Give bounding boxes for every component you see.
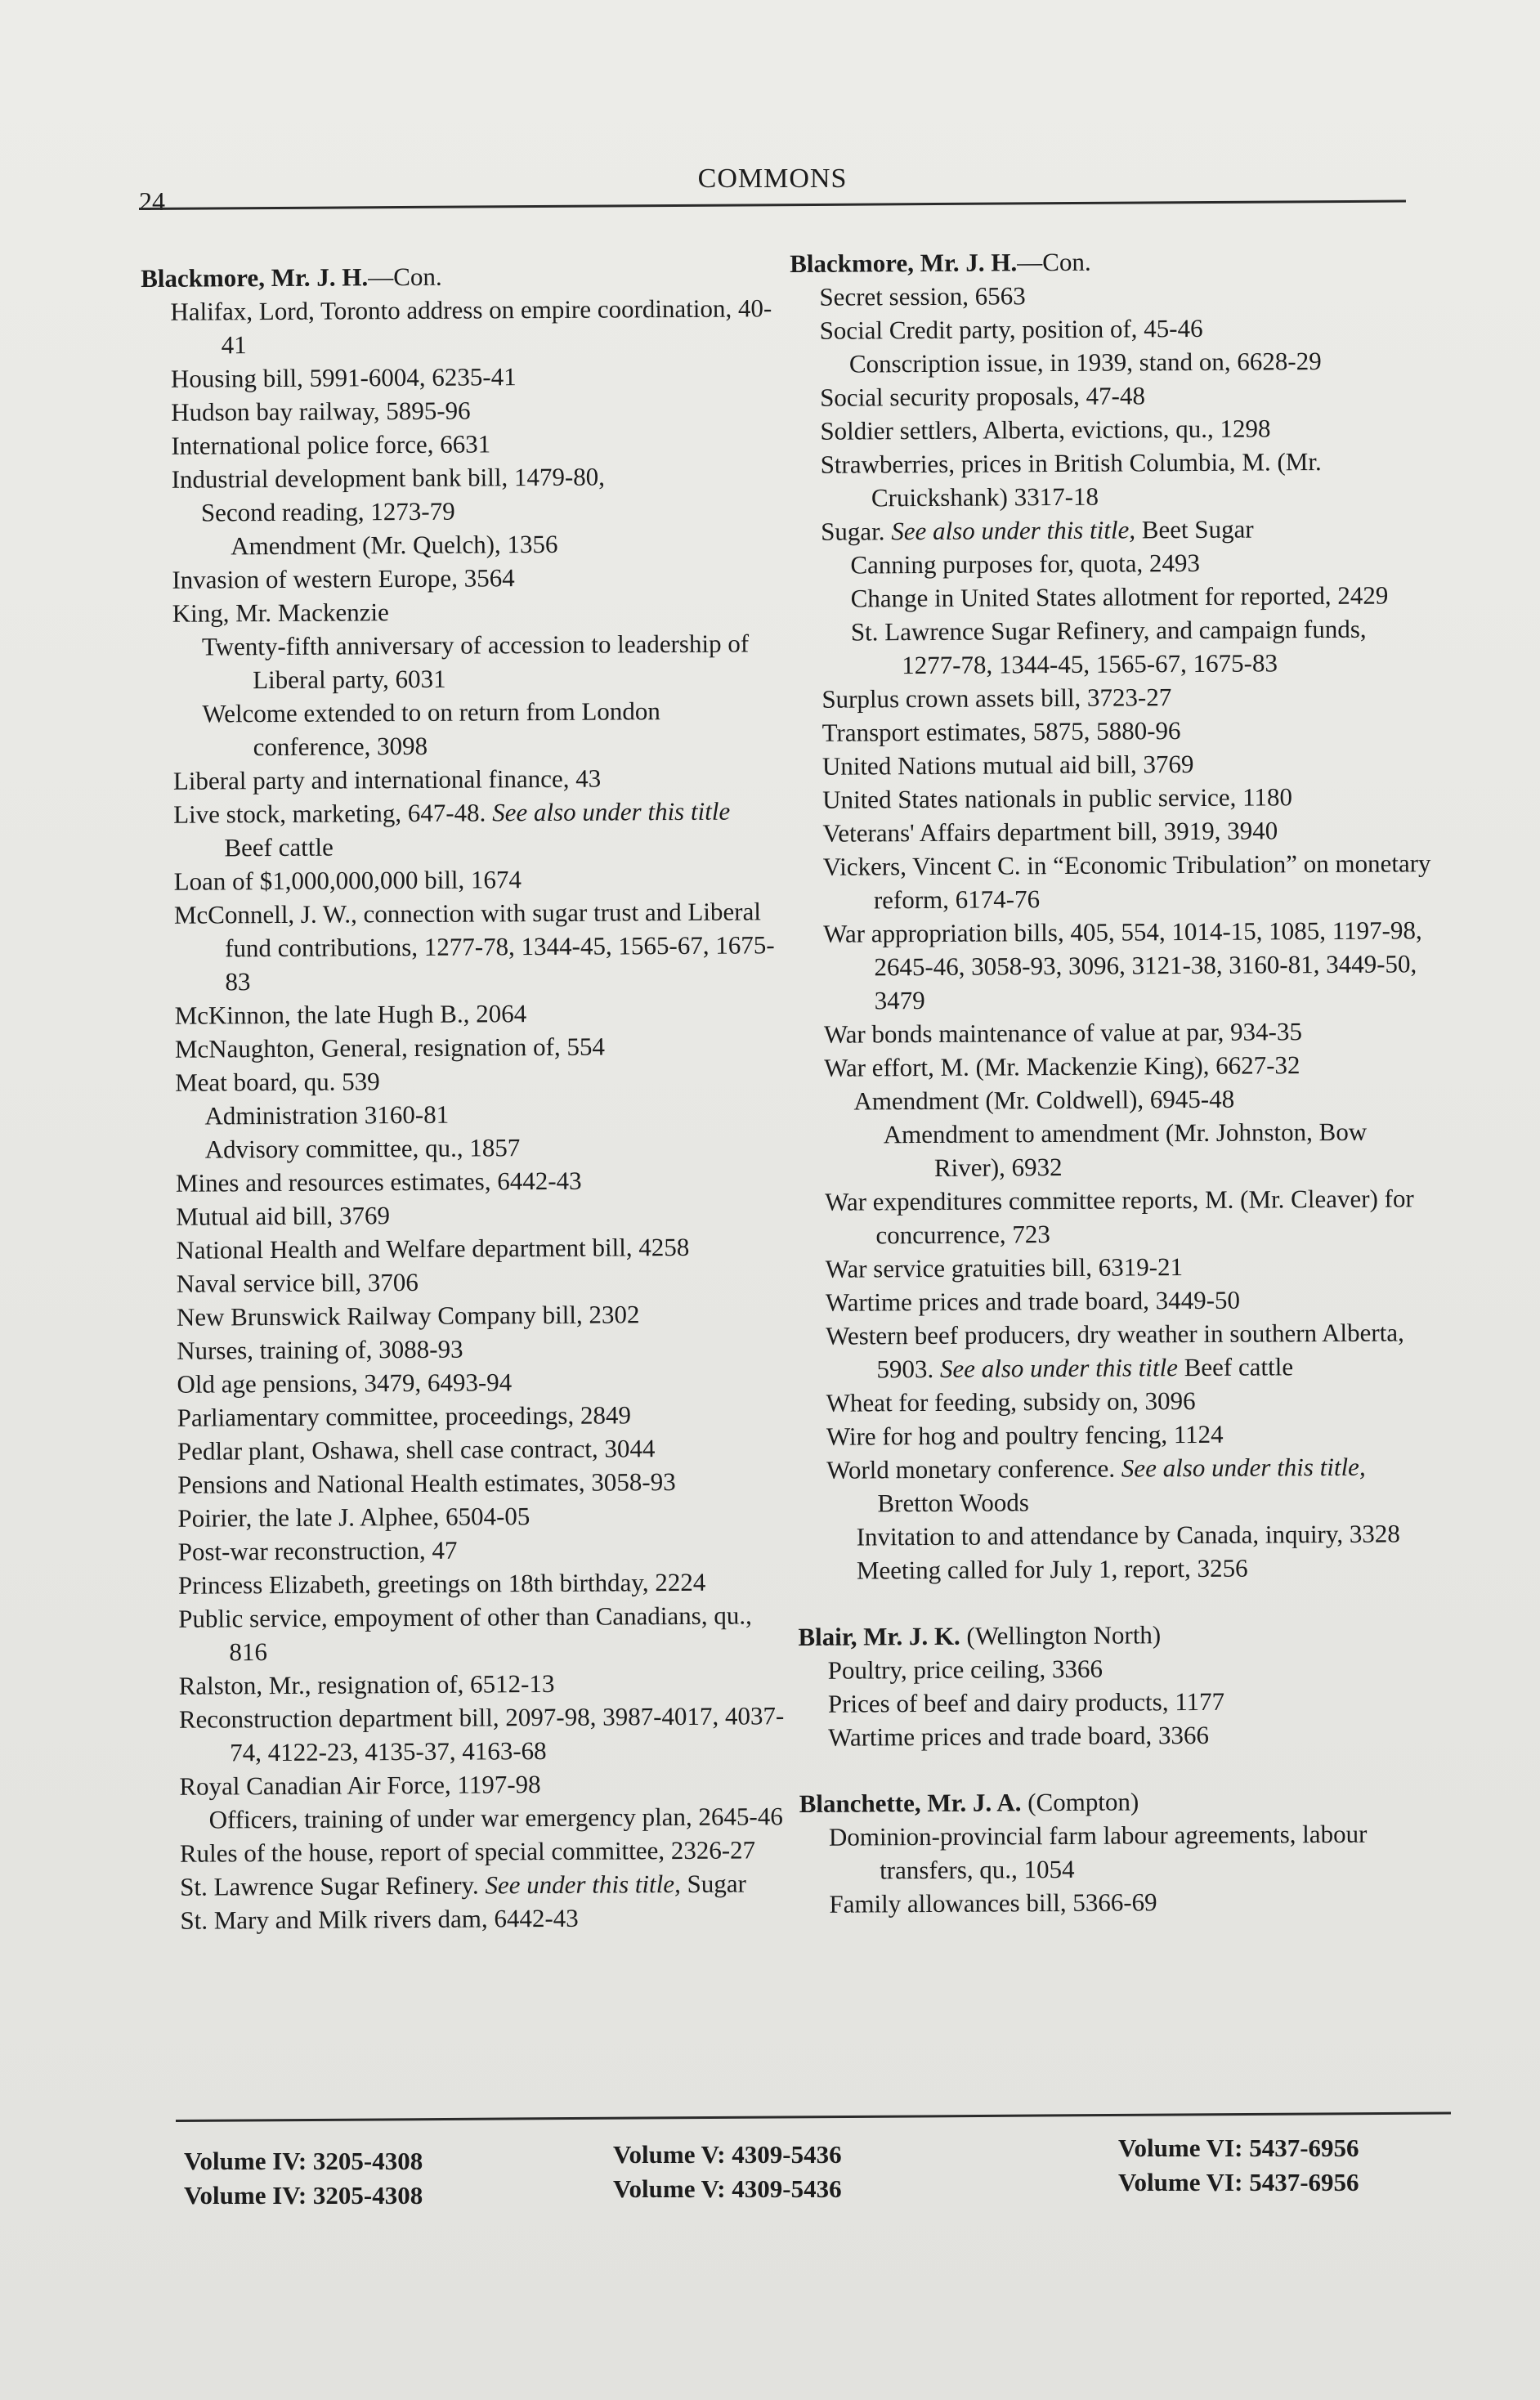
entry-text: Invasion of western Europe, 3564 — [172, 563, 515, 594]
entry-text: Liberal party and international finance, 43 — [172, 763, 602, 795]
entry-text: Prices of beef and dairy products, 1177 — [827, 1686, 1225, 1718]
index-entry — [176, 1162, 784, 1200]
left-column — [141, 257, 789, 1937]
index-entry — [828, 1717, 1436, 1754]
index-entry — [179, 1699, 787, 1770]
entry-text: Social Credit party, position of, 45-46 — [819, 313, 1203, 345]
entry-text: Change in United States allotment for reported, 2429 — [850, 580, 1389, 613]
index-entry — [172, 593, 781, 630]
volume-label: Volume V: 4309-5436 — [613, 2174, 842, 2203]
entry-text: Welcome extended to on return from London conference, 3098 — [202, 696, 660, 762]
index-entry — [180, 1900, 788, 1937]
volume-footer — [184, 2134, 1459, 2228]
index-entry — [202, 626, 781, 696]
index-entry — [850, 544, 1429, 581]
index-entry — [178, 1531, 786, 1569]
see-also-reference: See also under this title, — [891, 515, 1136, 546]
entry-text: Wartime prices and trade board, 3366 — [828, 1720, 1210, 1752]
index-entry — [821, 444, 1429, 515]
entry-text: World monetary conference. — [826, 1453, 1116, 1484]
index-entry — [175, 1028, 783, 1066]
entry-text: McConnell, J. W., connection with sugar trust and Liberal fund contributions, 1277-78, 1344-45, 1565-67, 1675-83 — [173, 897, 775, 996]
entry-text: Princess Elizabeth, greetings on 18th birthday, 2224 — [177, 1567, 706, 1600]
entry-text: Vickers, Vincent C. in “Economic Tribulation” on monetary reform, 6174-76 — [822, 849, 1431, 915]
index-entry — [820, 377, 1428, 414]
index-entry — [851, 578, 1430, 615]
entry-spacer — [799, 1750, 1436, 1787]
index-entry — [820, 310, 1428, 347]
entry-text: Public service, empoyment of other than Canadians, qu., 816 — [178, 1601, 752, 1667]
index-entry — [826, 1315, 1434, 1386]
see-also-reference: See also under this title — [939, 1353, 1179, 1383]
index-entry — [177, 1498, 786, 1535]
entry-text: Transport estimates, 5875, 5880-96 — [821, 716, 1181, 747]
entry-text: Advisory committee, qu., 1857 — [204, 1133, 521, 1164]
heading-suffix: —Con. — [1017, 247, 1091, 277]
entry-text: Officers, training of under war emergency plan, 2645-46 — [208, 1802, 783, 1834]
entry-text: Mines and resources estimates, 6442-43 — [175, 1166, 582, 1198]
index-entry — [179, 1766, 787, 1803]
index-entry — [170, 291, 778, 362]
entry-text: Social security proposals, 47-48 — [820, 381, 1145, 412]
entry-text: Meeting called for July 1, report, 3256 — [856, 1553, 1248, 1585]
index-entry — [171, 358, 779, 396]
index-entry — [177, 1464, 786, 1502]
index-entry — [851, 611, 1430, 682]
heading-suffix: (Wellington North) — [960, 1620, 1162, 1650]
entry-text: St. Lawrence Sugar Refinery, and campaign funds, 1277-78, 1344-45, 1565-67, 1675-83 — [850, 614, 1367, 680]
index-entry — [180, 1866, 788, 1904]
entry-text: Wartime prices and trade board, 3449-50 — [825, 1285, 1241, 1317]
entry-text: Sugar. — [821, 517, 885, 546]
index-entry — [826, 1248, 1434, 1286]
entry-text: Administration 3160-81 — [204, 1099, 450, 1131]
page-number: 24 — [139, 186, 165, 216]
index-entry — [177, 1363, 785, 1401]
entry-text: War effort, M. (Mr. Mackenzie King), 6627-32 — [824, 1050, 1300, 1082]
entry-text: Rules of the house, report of special committee, 2326-27 — [179, 1835, 756, 1868]
index-entry — [205, 1129, 784, 1166]
index-heading — [141, 257, 778, 295]
see-also-target: Beef cattle — [224, 832, 334, 862]
index-entry — [176, 1229, 784, 1267]
index-entry — [822, 813, 1430, 850]
index-entry — [173, 794, 781, 865]
index-entry — [204, 1095, 783, 1132]
index-entry — [857, 1550, 1435, 1587]
entry-text: Nurses, training of, 3088-93 — [177, 1334, 463, 1365]
entry-text: War bonds maintenance of value at par, 934-35 — [823, 1017, 1303, 1049]
entry-text: McNaughton, General, resignation of, 554 — [174, 1032, 605, 1063]
member-name: Blair, Mr. J. K. — [798, 1621, 960, 1651]
index-entry — [177, 1397, 786, 1435]
index-entry — [202, 693, 781, 763]
index-entry — [175, 995, 783, 1032]
entry-text: Hudson bay railway, 5895-96 — [171, 396, 471, 427]
index-entry — [820, 410, 1428, 448]
entry-text: Industrial development bank bill, 1479-80, — [171, 462, 606, 494]
entry-text: Poirier, the late J. Alphee, 6504-05 — [177, 1502, 530, 1533]
index-entry — [231, 526, 780, 562]
see-also-reference: See also under this title — [492, 796, 731, 827]
entry-text: United Nations mutual aid bill, 3769 — [821, 749, 1194, 781]
entry-text: Royal Canadian Air Force, 1197-98 — [179, 1770, 541, 1801]
see-also-target: Beet Sugar — [1141, 514, 1254, 544]
index-entry — [822, 746, 1430, 783]
see-also-target: Sugar — [687, 1869, 746, 1898]
entry-text: Veterans' Affairs department bill, 3919, 3940 — [822, 816, 1278, 848]
running-head: COMMONS — [697, 163, 848, 194]
index-entry — [826, 1416, 1435, 1453]
index-entry — [209, 1799, 788, 1836]
index-entry — [821, 678, 1430, 716]
entry-text: Meat board, qu. 539 — [175, 1067, 380, 1097]
index-entry — [172, 459, 780, 496]
entry-text: Wheat for feeding, subsidy on, 3096 — [826, 1386, 1196, 1417]
index-entry — [177, 1263, 785, 1301]
volume-label: Volume IV: 3205-4308 — [184, 2147, 423, 2175]
entry-text: Canning purposes for, quota, 2493 — [850, 548, 1201, 580]
index-entry — [826, 1282, 1434, 1319]
index-entry — [172, 559, 780, 597]
right-column — [790, 243, 1437, 1921]
heading-suffix: (Compton) — [1021, 1787, 1139, 1817]
entry-text: Surplus crown assets bill, 3723-27 — [821, 683, 1172, 714]
entry-text: War appropriation bills, 405, 554, 1014-15, 1085, 1197-98, 2645-46, 3058-93, 3096, 3121-38, 3160-81, 3449-50, 3479 — [823, 916, 1422, 1015]
index-entry — [821, 511, 1429, 549]
index-entry — [828, 1683, 1436, 1721]
index-entry — [178, 1565, 786, 1602]
entry-text: Ralston, Mr., resignation of, 6512-13 — [178, 1668, 555, 1700]
entry-text: Secret session, 6563 — [819, 281, 1026, 311]
entry-text: Amendment (Mr. Quelch), 1356 — [231, 529, 558, 561]
index-entry — [857, 1516, 1435, 1553]
index-entry — [173, 760, 781, 798]
entry-text: Dominion-provincial farm labour agreements, labour transfers, qu., 1054 — [828, 1819, 1368, 1885]
entry-text: War service gratuities bill, 6319-21 — [825, 1252, 1184, 1283]
index-entry — [824, 1047, 1432, 1085]
index-entry — [823, 913, 1432, 1018]
index-heading — [790, 243, 1427, 280]
entry-text: United States nationals in public service, 1180 — [822, 782, 1293, 814]
entry-text: Housing bill, 5991-6004, 6235-41 — [170, 362, 517, 393]
entry-text: Strawberries, prices in British Columbia, M. (Mr. Cruickshank) 3317-18 — [820, 447, 1322, 513]
index-entry — [174, 861, 782, 898]
entry-text: Invitation to and attendance by Canada, inquiry, 3328 — [856, 1519, 1400, 1551]
entry-text: Poultry, price ceiling, 3366 — [827, 1654, 1104, 1685]
entry-text: Halifax, Lord, Toronto address on empire coordination, 40-41 — [170, 293, 772, 360]
volume-label: Volume VI: 5437-6956 — [1118, 2134, 1359, 2162]
entry-text: Live stock, marketing, 647-48. — [173, 798, 486, 829]
index-entry — [179, 1665, 787, 1703]
entry-text: Pedlar plant, Oshawa, shell case contract, 3044 — [177, 1434, 656, 1466]
index-entry — [826, 1449, 1435, 1520]
entry-text: Conscription issue, in 1939, stand on, 6628-29 — [848, 347, 1322, 378]
index-entry — [825, 1181, 1433, 1252]
index-entry — [828, 1650, 1436, 1687]
index-heading — [798, 1616, 1435, 1654]
index-entry — [819, 276, 1427, 314]
entry-text: Western beef producers, dry weather in southern Alberta, 5903. — [826, 1318, 1404, 1384]
entry-text: St. Mary and Milk rivers dam, 6442-43 — [180, 1903, 579, 1935]
volume-label: Volume VI: 5437-6956 — [1118, 2168, 1359, 2196]
index-entry — [175, 1062, 783, 1099]
entry-text: Mutual aid bill, 3769 — [176, 1201, 391, 1231]
index-entry — [180, 1833, 788, 1870]
member-name: Blanchette, Mr. J. A. — [799, 1788, 1022, 1818]
index-entry — [829, 1883, 1437, 1921]
entry-text: Old age pensions, 3479, 6493-94 — [177, 1368, 513, 1399]
entry-text: King, Mr. Mackenzie — [172, 598, 389, 628]
member-name: Blackmore, Mr. J. H. — [141, 262, 369, 293]
entry-text: Naval service bill, 3706 — [176, 1267, 419, 1298]
index-entry — [823, 846, 1431, 917]
index-entry — [171, 425, 779, 463]
entry-text: National Health and Welfare department bill, 4258 — [176, 1232, 690, 1265]
entry-text: Loan of $1,000,000,000 bill, 1674 — [173, 865, 522, 896]
entry-spacer — [798, 1583, 1435, 1620]
index-entry — [177, 1330, 785, 1368]
entry-text: Reconstruction department bill, 2097-98, 3987-4017, 4037-74, 4122-23, 4135-37, 4163-68 — [178, 1701, 785, 1767]
heading-suffix: —Con. — [368, 262, 442, 292]
see-also-reference: See also under this title, — [1121, 1452, 1366, 1483]
entry-text: Wire for hog and poultry fencing, 1124 — [826, 1419, 1224, 1451]
entry-text: New Brunswick Railway Company bill, 2302 — [176, 1300, 640, 1332]
footer-rule — [176, 2111, 1451, 2122]
entry-text: Family allowances bill, 5366-69 — [829, 1887, 1157, 1919]
volume-label: Volume V: 4309-5436 — [613, 2140, 842, 2169]
entry-text: Amendment (Mr. Coldwell), 6945-48 — [853, 1084, 1235, 1116]
index-heading — [799, 1783, 1437, 1820]
volume-label: Volume IV: 3205-4308 — [184, 2181, 423, 2210]
index-entry — [826, 1382, 1435, 1420]
entry-text: Amendment to amendment (Mr. Johnston, Bow River), 6932 — [883, 1117, 1368, 1182]
index-entry — [824, 1014, 1432, 1051]
index-entry — [177, 1431, 786, 1468]
entry-text: International police force, 6631 — [171, 429, 491, 460]
index-entry — [822, 712, 1430, 750]
index-entry — [822, 779, 1430, 817]
entry-text: Second reading, 1273-79 — [200, 496, 455, 527]
index-entry — [178, 1598, 786, 1669]
index-entry — [177, 1296, 785, 1334]
index-entry — [201, 492, 780, 529]
index-entry — [829, 1816, 1437, 1887]
entry-text: Post-war reconstruction, 47 — [177, 1535, 458, 1566]
entry-text: McKinnon, the late Hugh B., 2064 — [174, 999, 527, 1030]
index-entry — [849, 343, 1428, 380]
entry-text: St. Lawrence Sugar Refinery. — [180, 1870, 479, 1901]
entry-text: War expenditures committee reports, M. (Mr. Cleaver) for concurrence, 723 — [825, 1184, 1414, 1250]
member-name: Blackmore, Mr. J. H. — [790, 248, 1018, 278]
see-also-target: Beef cattle — [1184, 1352, 1294, 1382]
index-entry — [853, 1081, 1432, 1117]
index-entry — [884, 1114, 1433, 1184]
entry-text: Soldier settlers, Alberta, evictions, qu., 1298 — [820, 414, 1271, 446]
index-entry — [176, 1196, 784, 1234]
entry-text: Twenty-fifth anniversary of accession to leadership of Liberal party, 6031 — [201, 629, 750, 695]
entry-text: Pensions and National Health estimates, 3058-93 — [177, 1467, 676, 1499]
see-also-target: Bretton Woods — [877, 1488, 1030, 1518]
see-also-reference: See under this title, — [485, 1869, 681, 1900]
index-entry — [174, 894, 783, 999]
index-entry — [171, 392, 779, 429]
entry-text: Parliamentary committee, proceedings, 2849 — [177, 1400, 631, 1432]
